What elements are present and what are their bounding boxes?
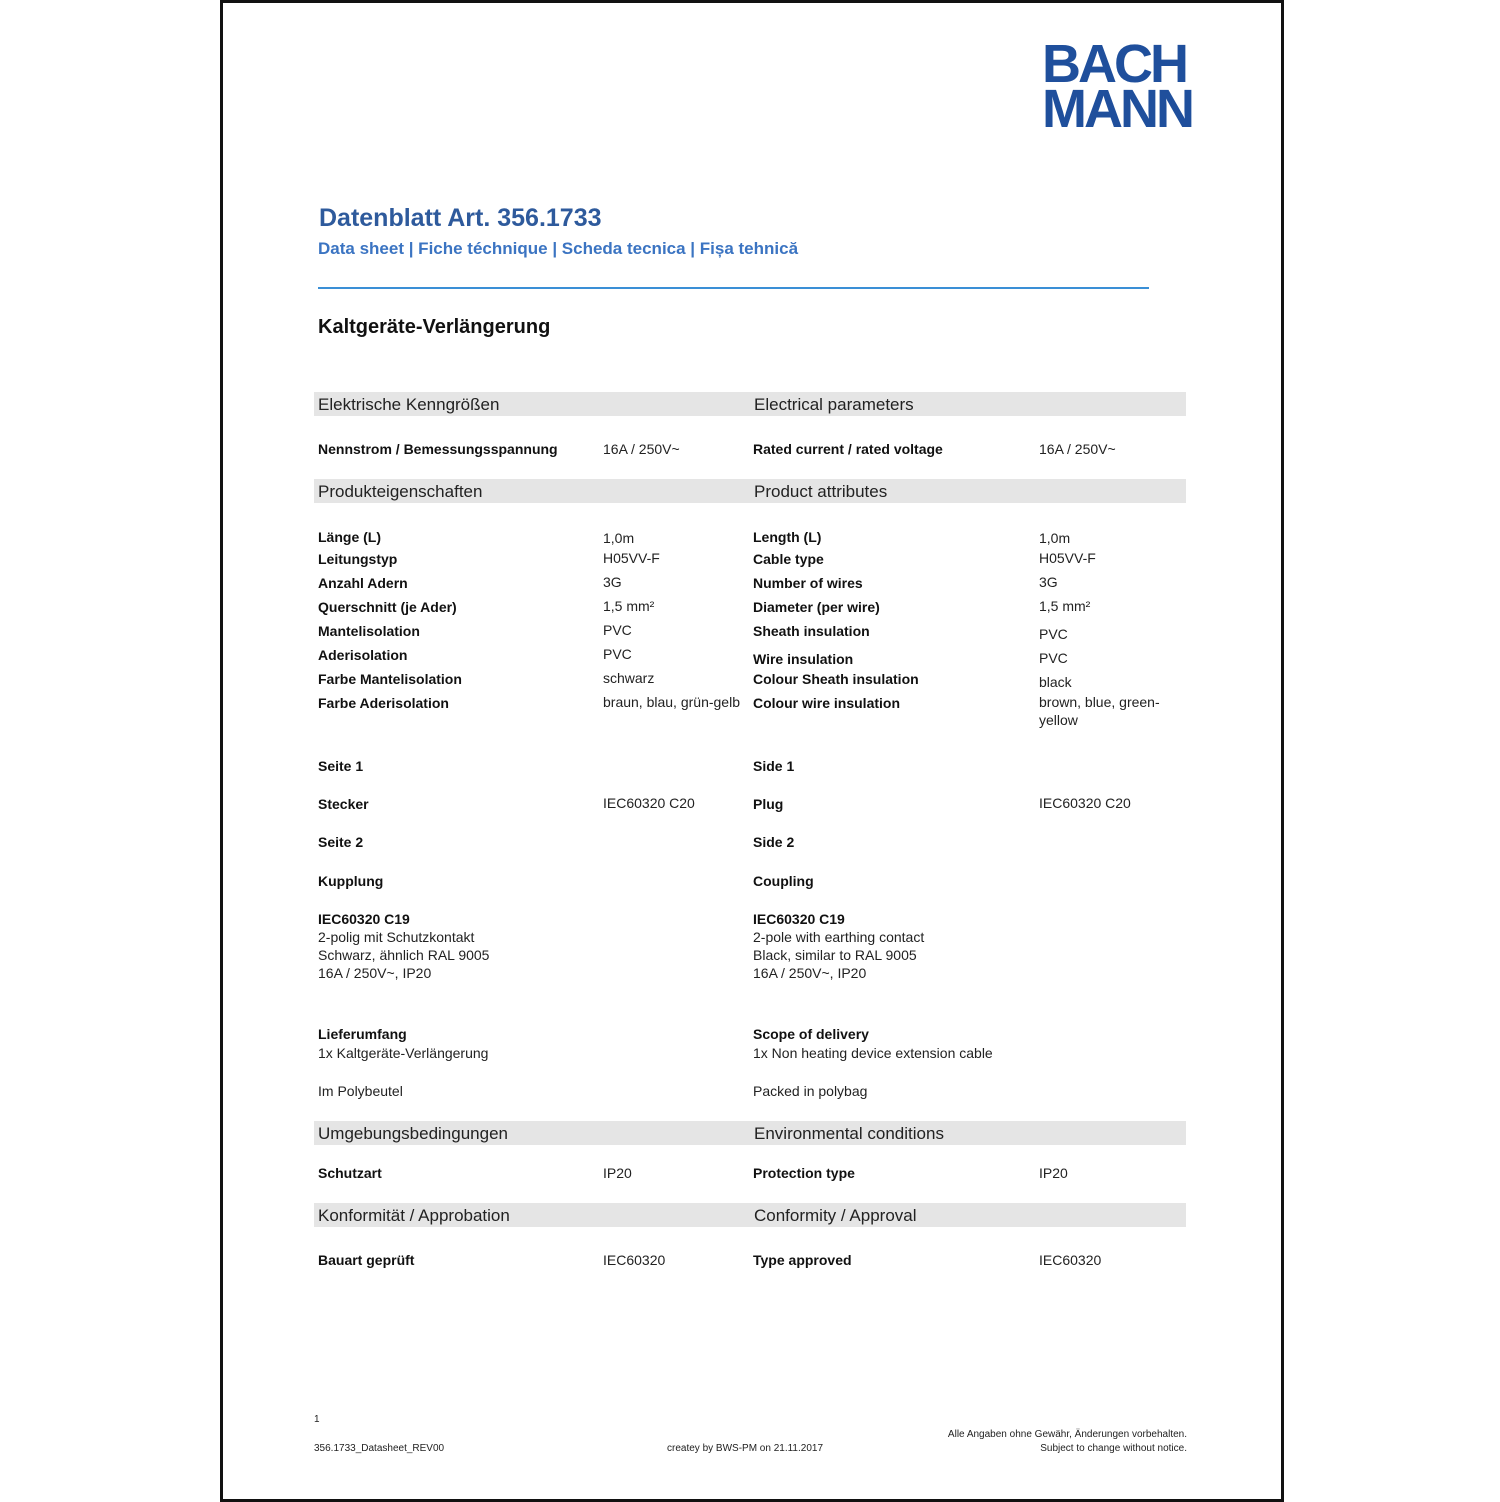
- rated-current-value-de: 16A / 250V~: [603, 441, 680, 457]
- side1-heading-en: Side 1: [753, 758, 795, 774]
- attribute-value-en: H05VV-F: [1039, 550, 1096, 566]
- section-heading-en: Environmental conditions: [754, 1124, 944, 1143]
- document-subtitle: Data sheet | Fiche téchnique | Scheda tecnica | Fișa tehnică: [318, 239, 799, 258]
- attribute-label-de: Leitungstyp: [318, 551, 398, 567]
- coupling-spec-line-de: 2-polig mit Schutzkontakt: [318, 929, 475, 945]
- header-divider: [318, 287, 1149, 289]
- attribute-value-en: 1,0m: [1039, 530, 1071, 546]
- attribute-value-de: braun, blau, grün-gelb: [603, 694, 740, 710]
- attribute-label-en: Number of wires: [753, 575, 863, 591]
- plug-label-de: Stecker: [318, 796, 369, 812]
- coupling-spec-line-en: 16A / 250V~, IP20: [753, 965, 867, 981]
- side2-heading-en: Side 2: [753, 834, 795, 850]
- attribute-value-en-continued: yellow: [1039, 712, 1078, 728]
- side2-heading-de: Seite 2: [318, 834, 364, 850]
- attribute-value-en: PVC: [1039, 650, 1068, 666]
- attribute-label-de: Farbe Aderisolation: [318, 695, 449, 711]
- approval-value-en: IEC60320: [1039, 1252, 1102, 1268]
- attribute-value-en: black: [1039, 674, 1072, 690]
- delivery-item-de: 1x Kaltgeräte-Verlängerung: [318, 1045, 489, 1061]
- side1-heading-de: Seite 1: [318, 758, 364, 774]
- section-heading-en: Electrical parameters: [754, 395, 914, 414]
- delivery-heading-en: Scope of delivery: [753, 1026, 869, 1042]
- plug-value-de: IEC60320 C20: [603, 795, 695, 811]
- plug-label-en: Plug: [753, 796, 784, 812]
- attribute-value-de: PVC: [603, 646, 632, 662]
- section-heading-de: Produkteigenschaften: [318, 482, 483, 501]
- plug-value-en: IEC60320 C20: [1039, 795, 1131, 811]
- bachmann-logo: [1042, 34, 1192, 139]
- page-number: 1: [314, 1414, 320, 1425]
- attribute-value-de: 3G: [603, 574, 622, 590]
- coupling-spec-title-de: IEC60320 C19: [318, 911, 410, 927]
- attribute-label-en: Diameter (per wire): [753, 599, 880, 615]
- coupling-spec-line-de: Schwarz, ähnlich RAL 9005: [318, 947, 490, 963]
- section-heading-de: Umgebungsbedingungen: [318, 1124, 508, 1143]
- section-electrical: [314, 392, 1186, 416]
- protection-value-en: IP20: [1039, 1165, 1068, 1181]
- attribute-value-en: brown, blue, green-: [1039, 694, 1160, 710]
- attribute-label-de: Länge (L): [318, 529, 381, 545]
- attribute-label-de: Farbe Mantelisolation: [318, 671, 462, 687]
- attribute-label-de: Querschnitt (je Ader): [318, 599, 457, 615]
- created-by: createy by BWS-PM on 21.11.2017: [667, 1443, 824, 1454]
- attribute-value-de: 1,5 mm²: [603, 598, 655, 614]
- attribute-value-de: schwarz: [603, 670, 655, 686]
- delivery-heading-de: Lieferumfang: [318, 1026, 407, 1042]
- coupling-label-de: Kupplung: [318, 873, 384, 889]
- disclaimer-de: Alle Angaben ohne Gewähr, Änderungen vorbehalten.: [947, 1429, 1187, 1440]
- document-title: Datenblatt Art. 356.1733: [319, 204, 602, 232]
- section-heading-en: Conformity / Approval: [754, 1206, 917, 1225]
- attribute-label-en: Length (L): [753, 529, 822, 545]
- product-name: Kaltgeräte-Verlängerung: [318, 316, 551, 338]
- coupling-spec-line-de: 16A / 250V~, IP20: [318, 965, 432, 981]
- delivery-packing-en: Packed in polybag: [753, 1083, 868, 1099]
- attribute-value-en: PVC: [1039, 626, 1068, 642]
- approval-label-en: Type approved: [753, 1252, 852, 1268]
- attribute-label-en: Cable type: [753, 551, 824, 567]
- section-heading-de: Elektrische Kenngrößen: [318, 395, 500, 414]
- section-product: [314, 479, 1186, 503]
- section-heading-de: Konformität / Approbation: [318, 1206, 510, 1225]
- attribute-value-en: 3G: [1039, 574, 1058, 590]
- section-conformity: [314, 1203, 1186, 1227]
- attribute-label-de: Aderisolation: [318, 647, 408, 663]
- disclaimer-en: Subject to change without notice.: [1040, 1443, 1187, 1454]
- document-id: 356.1733_Datasheet_REV00: [314, 1443, 445, 1454]
- attribute-value-de: PVC: [603, 622, 632, 638]
- attribute-label-de: Mantelisolation: [318, 623, 420, 639]
- rated-current-label-de: Nennstrom / Bemessungsspannung: [318, 441, 558, 457]
- section-heading-en: Product attributes: [754, 482, 888, 501]
- attribute-value-de: 1,0m: [603, 530, 635, 546]
- attribute-value-en: 1,5 mm²: [1039, 598, 1091, 614]
- coupling-label-en: Coupling: [753, 873, 814, 889]
- delivery-packing-de: Im Polybeutel: [318, 1083, 403, 1099]
- rated-current-label-en: Rated current / rated voltage: [753, 441, 943, 457]
- logo-line-2: MANN: [1042, 79, 1192, 139]
- attribute-value-de: H05VV-F: [603, 550, 660, 566]
- coupling-spec-line-en: Black, similar to RAL 9005: [753, 947, 917, 963]
- attribute-label-en: Wire insulation: [753, 651, 854, 667]
- coupling-spec-line-en: 2-pole with earthing contact: [753, 929, 925, 945]
- attribute-label-en: Colour wire insulation: [753, 695, 901, 711]
- approval-value-de: IEC60320: [603, 1252, 666, 1268]
- rated-current-value-en: 16A / 250V~: [1039, 441, 1116, 457]
- coupling-spec-title-en: IEC60320 C19: [753, 911, 845, 927]
- protection-label-de: Schutzart: [318, 1165, 382, 1181]
- section-environment: [314, 1121, 1186, 1145]
- logo-line-1: BACH: [1042, 34, 1186, 94]
- approval-label-de: Bauart geprüft: [318, 1252, 415, 1268]
- attribute-label-de: Anzahl Adern: [318, 575, 408, 591]
- attribute-label-en: Sheath insulation: [753, 623, 870, 639]
- protection-label-en: Protection type: [753, 1165, 855, 1181]
- attribute-label-en: Colour Sheath insulation: [753, 671, 919, 687]
- protection-value-de: IP20: [603, 1165, 632, 1181]
- delivery-item-en: 1x Non heating device extension cable: [753, 1045, 993, 1061]
